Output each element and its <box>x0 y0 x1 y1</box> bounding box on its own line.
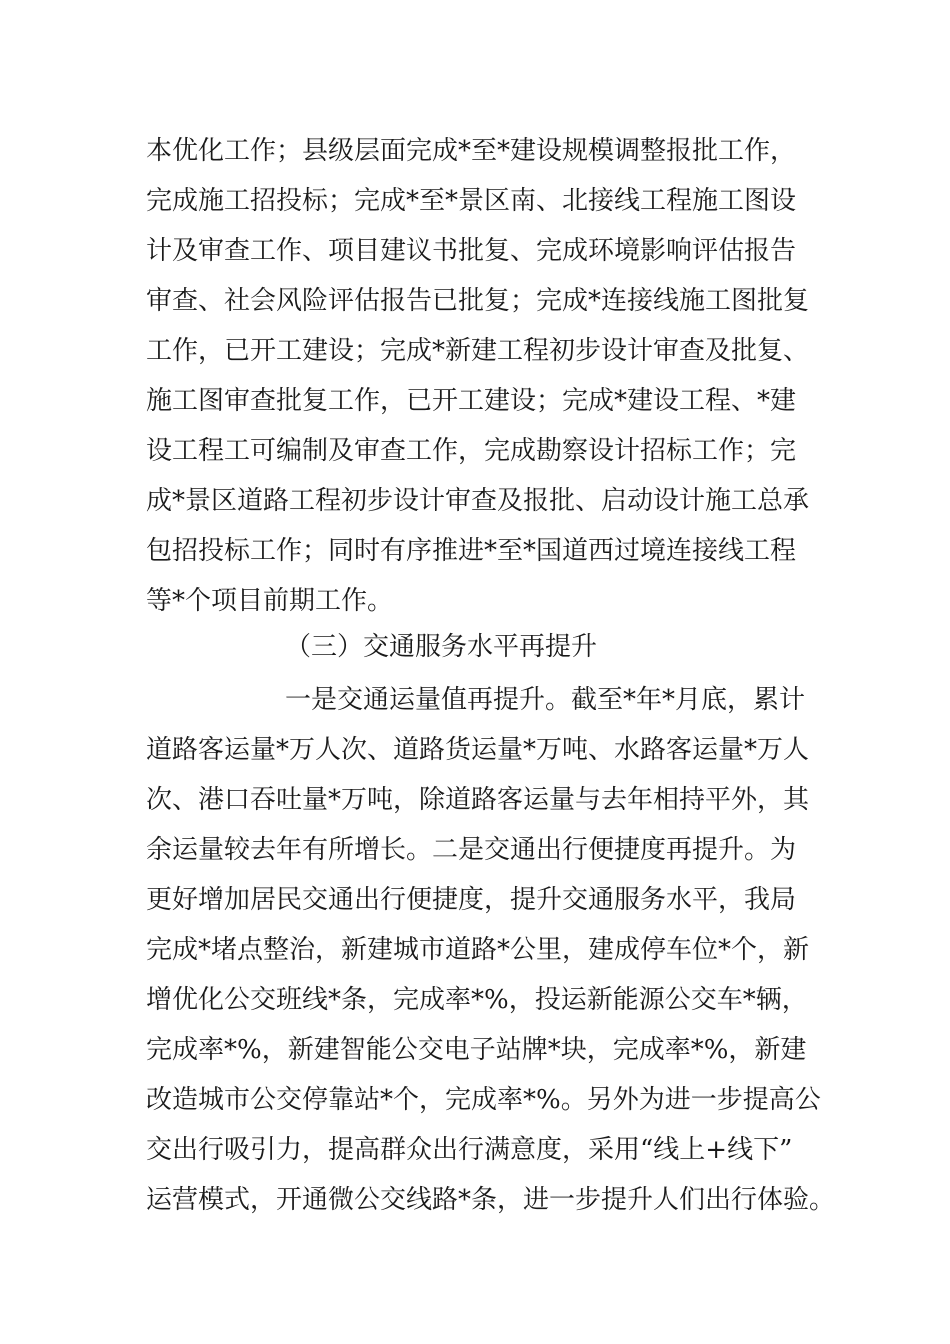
text-line: 设工程工可编制及审查工作，完成勘察设计招标工作；完 <box>146 436 797 466</box>
paragraph-project-preparation <box>146 126 846 626</box>
text-line: 包招投标工作；同时有序推进*至*国道西过境连接线工程 <box>146 536 797 566</box>
text-line: 余运量较去年有所增长。二是交通出行便捷度再提升。为 <box>146 835 797 865</box>
text-line: 增优化公交班线*条，完成率*%，投运新能源公交车*辆， <box>146 985 808 1015</box>
section-heading: （三）交通服务水平再提升 <box>285 632 598 662</box>
text-line: 完成*堵点整治，新建城市道路*公里，建成停车位*个，新 <box>146 935 810 965</box>
paragraph-transport-service <box>146 675 846 1225</box>
text-line: 完成率*%，新建智能公交电子站牌*块，完成率*%，新建 <box>146 1035 807 1065</box>
text-line: 等*个项目前期工作。 <box>146 586 394 616</box>
text-line: 交出行吸引力，提高群众出行满意度，采用“线上+线下” <box>146 1135 793 1165</box>
text-line: 本优化工作；县级层面完成*至*建设规模调整报批工作， <box>146 136 797 166</box>
text-line: 道路客运量*万人次、道路货运量*万吨、水路客运量*万人 <box>146 735 810 765</box>
text-line: 计及审查工作、项目建议书批复、完成环境影响评估报告 <box>146 236 797 266</box>
text-line: 工作，已开工建设；完成*新建工程初步设计审查及批复、 <box>146 336 810 366</box>
text-line: 次、港口吞吐量*万吨，除道路客运量与去年相持平外，其 <box>146 785 810 815</box>
text-line: 运营模式，开通微公交线路*条，进一步提升人们出行体验。 <box>146 1185 836 1215</box>
text-line: 一是交通运量值再提升。截至*年*月底，累计 <box>285 685 806 715</box>
text-line: 施工图审查批复工作，已开工建设；完成*建设工程、*建 <box>146 386 797 416</box>
text-line: 审查、社会风险评估报告已批复；完成*连接线施工图批复 <box>146 286 810 316</box>
text-line: 成*景区道路工程初步设计审查及报批、启动设计施工总承 <box>146 486 810 516</box>
text-line: 改造城市公交停靠站*个，完成率*%。另外为进一步提高公 <box>146 1085 821 1115</box>
text-line: 更好增加居民交通出行便捷度，提升交通服务水平，我局 <box>146 885 797 915</box>
text-line: 完成施工招投标；完成*至*景区南、北接线工程施工图设 <box>146 186 797 216</box>
